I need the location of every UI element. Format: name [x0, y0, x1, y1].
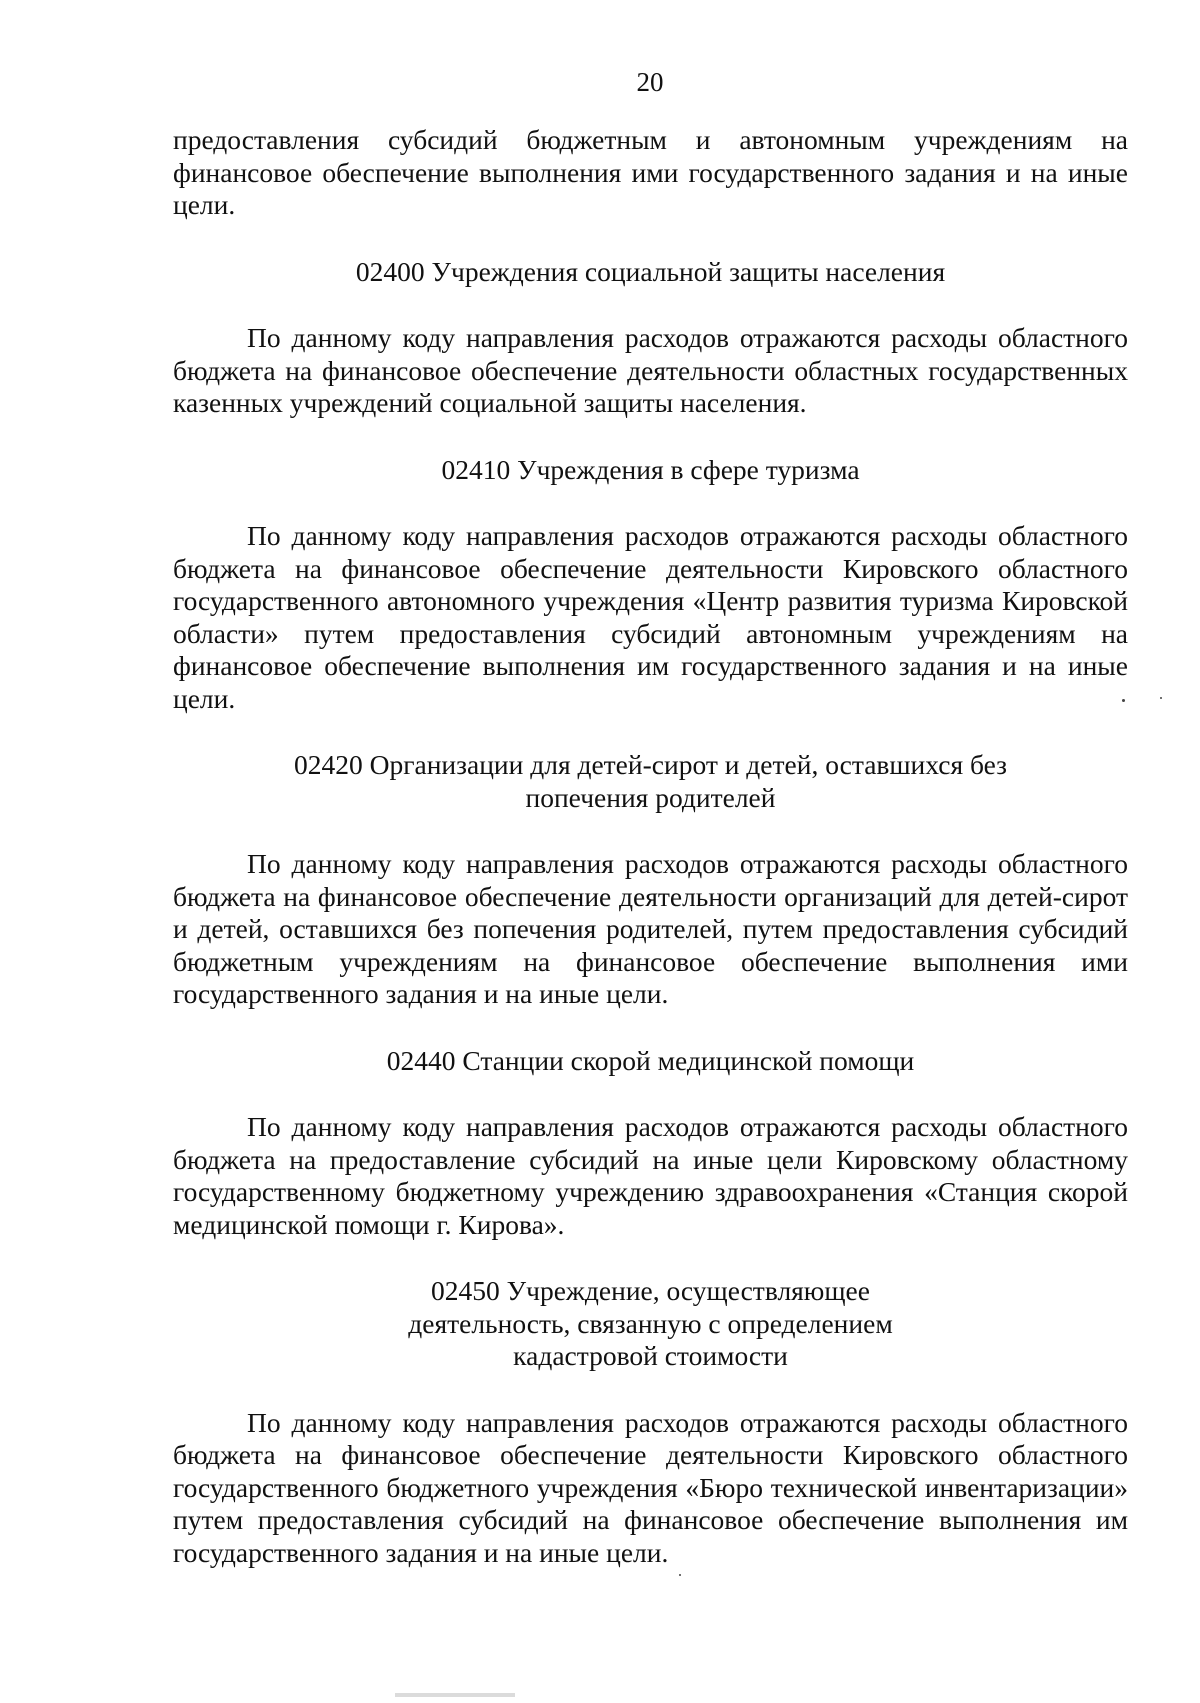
paragraph-02400: По данному коду направления расходов отражаются расходы областного бюджета на финансовое обеспечение деятельности областных государственных казенных учреждений социальной защиты населения.	[173, 322, 1128, 418]
page-number: 20	[636, 67, 664, 97]
section-heading-02400: 02400 Учреждения социальной защиты населения	[355, 255, 946, 287]
scan-speck	[1122, 699, 1125, 702]
paragraph-02420: По данному коду направления расходов отражаются расходы областного бюджета на финансовое обеспечение деятельности организаций для детей-сирот и детей, оставшихся без попечения родителей, путем предоставления субсидий бюджетным учреждениям на финансовое обеспечение выполнения ими государственного задания и на иные цели.	[173, 848, 1128, 1009]
section-heading-02440: 02440 Станции скорой медицинской помощи	[386, 1044, 915, 1076]
paragraph-02410: По данному коду направления расходов отражаются расходы областного бюджета на финансовое обеспечение деятельности Кировского областного государственного автономного учреждения «Центр развития туризма Кировской области» путем предоставления субсидий автономным учреждениям на финансовое обеспечение выполнения им государственного задания и на иные цели.	[173, 520, 1128, 714]
paragraph-02450: По данному коду направления расходов отражаются расходы областного бюджета на финансовое обеспечение деятельности Кировского областного государственного бюджетного учреждения «Бюро технической инвентаризации» путем предоставления субсидий на финансовое обеспечение выполнения им государственного задания и на иные цели.	[173, 1406, 1128, 1568]
paragraph-continuation: предоставления субсидий бюджетным и автономным учреждениям на финансовое обеспечение выполнения ими государственного задания и на иные цели.	[173, 124, 1128, 220]
section-heading-02420: 02420 Организации для детей-сирот и детей, оставшихся без попечения родителей	[293, 749, 1007, 813]
section-heading-02450: 02450 Учреждение, осуществляющее деятельность, связанную с определением кадастровой стоимости	[408, 1275, 893, 1371]
document-body	[173, 124, 1128, 1569]
paragraph-02440: По данному коду направления расходов отражаются расходы областного бюджета на предоставление субсидий на иные цели Кировскому областному государственному бюджетному учреждению здравоохранения «Станция скорой медицинской помощи г. Кирова».	[173, 1111, 1128, 1240]
scan-smudge	[395, 1693, 515, 1697]
section-heading-02410: 02410 Учреждения в сфере туризма	[441, 453, 860, 485]
scan-speck	[1160, 697, 1162, 699]
scan-speck	[679, 1574, 681, 1576]
